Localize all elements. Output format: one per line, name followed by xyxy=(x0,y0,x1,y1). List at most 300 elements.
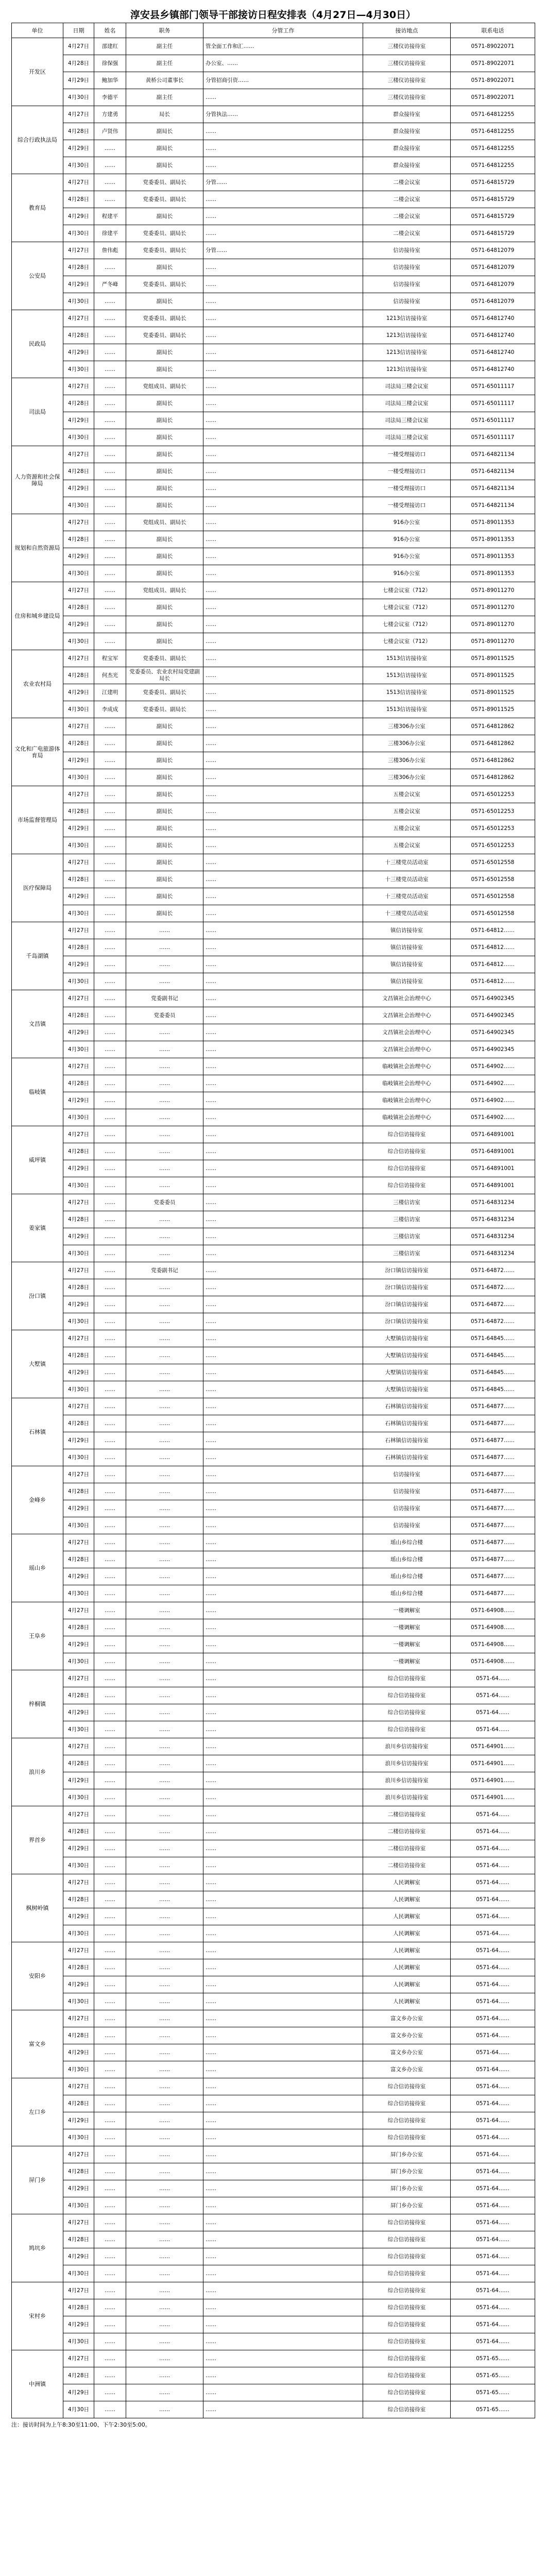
phone-cell: 0571-65…… xyxy=(451,2350,535,2367)
date-cell: 4月27日 xyxy=(63,582,94,599)
table-row xyxy=(12,871,535,888)
table-row xyxy=(12,1568,535,1585)
unit-cell: 文昌镇 xyxy=(12,990,63,1058)
date-cell: 4月27日 xyxy=(63,174,94,191)
table-row xyxy=(12,599,535,616)
location-cell: 七楼会议室（712） xyxy=(363,616,451,633)
position-cell: 副局长 xyxy=(126,140,203,157)
location-cell: 十三楼党员活动室 xyxy=(363,871,451,888)
duty-cell: …… xyxy=(203,1007,363,1024)
name-cell: …… xyxy=(94,1772,126,1789)
phone-cell: 0571-65012253 xyxy=(451,820,535,837)
location-cell: 三楼306办公室 xyxy=(363,735,451,752)
unit-cell: 左口乡 xyxy=(12,2078,63,2146)
location-cell: 瑶山乡综合楼 xyxy=(363,1568,451,1585)
table-row xyxy=(12,582,535,599)
phone-cell: 0571-64902345 xyxy=(451,1041,535,1058)
position-cell: …… xyxy=(126,2129,203,2146)
duty-cell: …… xyxy=(203,2248,363,2265)
table-row xyxy=(12,565,535,582)
duty-cell: …… xyxy=(203,1279,363,1296)
position-cell: …… xyxy=(126,1925,203,1942)
duty-cell: …… xyxy=(203,735,363,752)
duty-cell: …… xyxy=(203,2163,363,2180)
position-cell: 党组成员、副局长 xyxy=(126,378,203,395)
name-cell: …… xyxy=(94,1483,126,1500)
table-row xyxy=(12,123,535,140)
location-cell: 浪川乡信访接待室 xyxy=(363,1738,451,1755)
date-cell: 4月29日 xyxy=(63,1568,94,1585)
table-row xyxy=(12,531,535,548)
unit-cell: 宋村乡 xyxy=(12,2282,63,2350)
phone-cell: 0571-64821134 xyxy=(451,463,535,480)
position-cell: …… xyxy=(126,1449,203,1466)
name-cell: …… xyxy=(94,1636,126,1653)
position-cell: 副主任 xyxy=(126,89,203,106)
location-cell: 三楼306办公室 xyxy=(363,752,451,769)
location-cell: 综合信访接待室 xyxy=(363,1670,451,1687)
table-row xyxy=(12,1823,535,1840)
name-cell: …… xyxy=(94,2350,126,2367)
position-cell: …… xyxy=(126,1653,203,1670)
date-cell: 4月28日 xyxy=(63,599,94,616)
date-cell: 4月28日 xyxy=(63,1279,94,1296)
phone-cell: 0571-64…… xyxy=(451,1721,535,1738)
table-row xyxy=(12,2163,535,2180)
phone-cell: 0571-64815729 xyxy=(451,174,535,191)
phone-cell: 0571-64812…… xyxy=(451,956,535,973)
duty-cell: …… xyxy=(203,2265,363,2282)
position-cell: 党委委员、副局长 xyxy=(126,242,203,259)
table-row xyxy=(12,2248,535,2265)
table-row xyxy=(12,157,535,174)
unit-cell: 安阳乡 xyxy=(12,1942,63,2010)
location-cell: 司法局三楼会议室 xyxy=(363,412,451,429)
duty-cell: …… xyxy=(203,1024,363,1041)
table-row xyxy=(12,2401,535,2418)
schedule-table xyxy=(11,23,535,2418)
duty-cell: …… xyxy=(203,2027,363,2044)
table-row xyxy=(12,1483,535,1500)
phone-cell: 0571-64891001 xyxy=(451,1143,535,1160)
phone-cell: 0571-89011270 xyxy=(451,599,535,616)
header-name: 姓名 xyxy=(94,23,126,38)
unit-cell: 医疗保障局 xyxy=(12,854,63,922)
position-cell: …… xyxy=(126,1517,203,1534)
unit-cell: 开发区 xyxy=(12,38,63,106)
position-cell: …… xyxy=(126,1500,203,1517)
position-cell: …… xyxy=(126,2180,203,2197)
position-cell: …… xyxy=(126,1024,203,1041)
phone-cell: 0571-64877…… xyxy=(451,1534,535,1551)
phone-cell: 0571-64…… xyxy=(451,1925,535,1942)
position-cell: 副局长 xyxy=(126,735,203,752)
phone-cell: 0571-64902345 xyxy=(451,1007,535,1024)
table-row xyxy=(12,327,535,344)
footnote: 注：接访时间为上午8:30至11:00、下午2:30至5:00。 xyxy=(11,2421,151,2428)
table-row xyxy=(12,1789,535,1806)
location-cell: 一楼受理接访口 xyxy=(363,480,451,497)
name-cell: …… xyxy=(94,1670,126,1687)
date-cell: 4月27日 xyxy=(63,446,94,463)
location-cell: 综合信访接待室 xyxy=(363,1704,451,1721)
location-cell: 综合信访接待室 xyxy=(363,1721,451,1738)
position-cell: …… xyxy=(126,1279,203,1296)
phone-cell: 0571-64…… xyxy=(451,2095,535,2112)
name-cell: …… xyxy=(94,2027,126,2044)
position-cell: …… xyxy=(126,1857,203,1874)
table-row xyxy=(12,2282,535,2299)
position-cell: …… xyxy=(126,1908,203,1925)
date-cell: 4月30日 xyxy=(63,497,94,514)
position-cell: …… xyxy=(126,1568,203,1585)
name-cell: …… xyxy=(94,1517,126,1534)
table-row xyxy=(12,769,535,786)
phone-cell: 0571-65…… xyxy=(451,2401,535,2418)
date-cell: 4月28日 xyxy=(63,2299,94,2316)
date-cell: 4月30日 xyxy=(63,837,94,854)
name-cell: 江建明 xyxy=(94,684,126,701)
position-cell: …… xyxy=(126,956,203,973)
name-cell: …… xyxy=(94,1194,126,1211)
position-cell: …… xyxy=(126,1891,203,1908)
name-cell: …… xyxy=(94,2231,126,2248)
location-cell: 1513信访接待室 xyxy=(363,701,451,718)
name-cell: 程建平 xyxy=(94,208,126,225)
location-cell: 三楼306办公室 xyxy=(363,769,451,786)
phone-cell: 0571-64877…… xyxy=(451,1483,535,1500)
duty-cell: 分管…… xyxy=(203,242,363,259)
name-cell: …… xyxy=(94,735,126,752)
phone-cell: 0571-64812740 xyxy=(451,310,535,327)
name-cell: …… xyxy=(94,1789,126,1806)
name-cell: …… xyxy=(94,1228,126,1245)
name-cell: …… xyxy=(94,820,126,837)
position-cell: …… xyxy=(126,1772,203,1789)
header-phone: 联系电话 xyxy=(451,23,535,38)
name-cell: …… xyxy=(94,973,126,990)
table-row xyxy=(12,922,535,939)
location-cell: 综合信访接待室 xyxy=(363,1160,451,1177)
name-cell: …… xyxy=(94,1602,126,1619)
table-row xyxy=(12,2367,535,2384)
table-row xyxy=(12,174,535,191)
name-cell: …… xyxy=(94,956,126,973)
table-row xyxy=(12,378,535,395)
position-cell: …… xyxy=(126,1534,203,1551)
duty-cell: …… xyxy=(203,990,363,1007)
duty-cell: …… xyxy=(203,1976,363,1993)
position-cell: …… xyxy=(126,1109,203,1126)
position-cell: 副局长 xyxy=(126,497,203,514)
location-cell: 石林镇信访接待室 xyxy=(363,1415,451,1432)
date-cell: 4月27日 xyxy=(63,718,94,735)
table-row xyxy=(12,2146,535,2163)
location-cell: 三楼信访室 xyxy=(363,1194,451,1211)
name-cell: …… xyxy=(94,1177,126,1194)
unit-cell: 梓桐镇 xyxy=(12,1670,63,1738)
date-cell: 4月30日 xyxy=(63,973,94,990)
name-cell: …… xyxy=(94,2299,126,2316)
name-cell: …… xyxy=(94,2316,126,2333)
position-cell: …… xyxy=(126,1296,203,1313)
date-cell: 4月27日 xyxy=(63,990,94,1007)
table-row xyxy=(12,1262,535,1279)
unit-cell: 住房和城乡建设局 xyxy=(12,582,63,650)
duty-cell: …… xyxy=(203,429,363,446)
duty-cell: …… xyxy=(203,2146,363,2163)
date-cell: 4月28日 xyxy=(63,1755,94,1772)
position-cell: …… xyxy=(126,1840,203,1857)
name-cell: …… xyxy=(94,1160,126,1177)
duty-cell: …… xyxy=(203,1568,363,1585)
location-cell: 二楼会议室 xyxy=(363,225,451,242)
name-cell: …… xyxy=(94,2384,126,2401)
phone-cell: 0571-64908…… xyxy=(451,1619,535,1636)
phone-cell: 0571-64812255 xyxy=(451,157,535,174)
phone-cell: 0571-64891001 xyxy=(451,1126,535,1143)
table-row xyxy=(12,701,535,718)
name-cell: …… xyxy=(94,2197,126,2214)
location-cell: 三楼仪访接待室 xyxy=(363,38,451,55)
unit-cell: 公安局 xyxy=(12,242,63,310)
name-cell: …… xyxy=(94,871,126,888)
position-cell: …… xyxy=(126,1636,203,1653)
location-cell: 三楼信访室 xyxy=(363,1211,451,1228)
unit-cell: 王阜乡 xyxy=(12,1602,63,1670)
position-cell: 副局长 xyxy=(126,769,203,786)
duty-cell: …… xyxy=(203,1721,363,1738)
phone-cell: 0571-64812079 xyxy=(451,293,535,310)
location-cell: 镇信访接待室 xyxy=(363,922,451,939)
position-cell: 副局长 xyxy=(126,463,203,480)
position-cell: …… xyxy=(126,973,203,990)
duty-cell: …… xyxy=(203,854,363,871)
position-cell: …… xyxy=(126,1398,203,1415)
date-cell: 4月29日 xyxy=(63,2044,94,2061)
phone-cell: 0571-64…… xyxy=(451,2163,535,2180)
location-cell: 综合信访接待室 xyxy=(363,2095,451,2112)
position-cell: 副局长 xyxy=(126,599,203,616)
date-cell: 4月28日 xyxy=(63,1143,94,1160)
position-cell: …… xyxy=(126,1466,203,1483)
date-cell: 4月28日 xyxy=(63,1347,94,1364)
duty-cell: …… xyxy=(203,310,363,327)
phone-cell: 0571-64…… xyxy=(451,2112,535,2129)
position-cell: 党委委员、农业农村局党建副局长 xyxy=(126,667,203,684)
duty-cell: …… xyxy=(203,1075,363,1092)
date-cell: 4月29日 xyxy=(63,480,94,497)
name-cell: …… xyxy=(94,888,126,905)
location-cell: 临岐镇社会治理中心 xyxy=(363,1075,451,1092)
location-cell: 汾口镇信访接待室 xyxy=(363,1262,451,1279)
phone-cell: 0571-89022071 xyxy=(451,89,535,106)
name-cell: …… xyxy=(94,344,126,361)
name-cell: …… xyxy=(94,531,126,548)
table-header-row xyxy=(12,23,535,38)
table-row xyxy=(12,497,535,514)
phone-cell: 0571-64821134 xyxy=(451,497,535,514)
unit-cell: 中洲镇 xyxy=(12,2350,63,2418)
phone-cell: 0571-64812740 xyxy=(451,361,535,378)
position-cell: …… xyxy=(126,1041,203,1058)
duty-cell: …… xyxy=(203,2384,363,2401)
table-row xyxy=(12,2299,535,2316)
date-cell: 4月27日 xyxy=(63,2146,94,2163)
name-cell: 徐保强 xyxy=(94,55,126,72)
date-cell: 4月30日 xyxy=(63,1585,94,1602)
name-cell: 方建勇 xyxy=(94,106,126,123)
position-cell: …… xyxy=(126,1092,203,1109)
date-cell: 4月28日 xyxy=(63,191,94,208)
duty-cell: …… xyxy=(203,667,363,684)
table-row xyxy=(12,1619,535,1636)
location-cell: 三楼仪访接待室 xyxy=(363,72,451,89)
phone-cell: 0571-89011353 xyxy=(451,565,535,582)
name-cell: …… xyxy=(94,1687,126,1704)
name-cell: …… xyxy=(94,1381,126,1398)
table-row xyxy=(12,1653,535,1670)
duty-cell: 管全面工作和汇…… xyxy=(203,38,363,55)
name-cell: …… xyxy=(94,752,126,769)
date-cell: 4月30日 xyxy=(63,89,94,106)
location-cell: 二楼信访接待室 xyxy=(363,1840,451,1857)
duty-cell: …… xyxy=(203,905,363,922)
duty-cell: …… xyxy=(203,1041,363,1058)
name-cell: …… xyxy=(94,378,126,395)
date-cell: 4月29日 xyxy=(63,1772,94,1789)
phone-cell: 0571-89011270 xyxy=(451,582,535,599)
date-cell: 4月30日 xyxy=(63,2401,94,2418)
table-row xyxy=(12,803,535,820)
duty-cell: …… xyxy=(203,344,363,361)
duty-cell: …… xyxy=(203,2180,363,2197)
location-cell: 916办公室 xyxy=(363,548,451,565)
duty-cell: …… xyxy=(203,786,363,803)
position-cell: 党委委员、副局长 xyxy=(126,650,203,667)
duty-cell: 分管执法…… xyxy=(203,106,363,123)
position-cell: 副局长 xyxy=(126,395,203,412)
date-cell: 4月28日 xyxy=(63,1483,94,1500)
phone-cell: 0571-64902…… xyxy=(451,1109,535,1126)
name-cell: …… xyxy=(94,259,126,276)
position-cell: …… xyxy=(126,1721,203,1738)
date-cell: 4月30日 xyxy=(63,1653,94,1670)
position-cell: 黄桥公司董事长 xyxy=(126,72,203,89)
phone-cell: 0571-64902…… xyxy=(451,1075,535,1092)
location-cell: 1213信访接待室 xyxy=(363,327,451,344)
location-cell: 综合信访接待室 xyxy=(363,2316,451,2333)
position-cell: …… xyxy=(126,1976,203,1993)
date-cell: 4月27日 xyxy=(63,1738,94,1755)
duty-cell: …… xyxy=(203,871,363,888)
date-cell: 4月29日 xyxy=(63,616,94,633)
position-cell: 局长 xyxy=(126,106,203,123)
phone-cell: 0571-64812862 xyxy=(451,752,535,769)
name-cell: 徐建平 xyxy=(94,225,126,242)
date-cell: 4月29日 xyxy=(63,1908,94,1925)
name-cell: …… xyxy=(94,1415,126,1432)
date-cell: 4月28日 xyxy=(63,1959,94,1976)
phone-cell: 0571-65011117 xyxy=(451,378,535,395)
table-row xyxy=(12,1347,535,1364)
location-cell: 人民调解室 xyxy=(363,1908,451,1925)
name-cell: …… xyxy=(94,446,126,463)
location-cell: 汾口镇信访接待室 xyxy=(363,1279,451,1296)
phone-cell: 0571-64…… xyxy=(451,1687,535,1704)
table-row xyxy=(12,1024,535,1041)
location-cell: 浪川乡信访接待室 xyxy=(363,1772,451,1789)
date-cell: 4月29日 xyxy=(63,956,94,973)
phone-cell: 0571-65…… xyxy=(451,2367,535,2384)
phone-cell: 0571-64908…… xyxy=(451,1636,535,1653)
table-row xyxy=(12,412,535,429)
duty-cell: …… xyxy=(203,1126,363,1143)
date-cell: 4月30日 xyxy=(63,1313,94,1330)
table-row xyxy=(12,616,535,633)
date-cell: 4月30日 xyxy=(63,769,94,786)
position-cell: …… xyxy=(126,1432,203,1449)
date-cell: 4月29日 xyxy=(63,72,94,89)
page-title: 淳安县乡镇部门领导干部接访日程安排表（4月27日—4月30日） xyxy=(130,9,416,21)
duty-cell: …… xyxy=(203,2214,363,2231)
position-cell: …… xyxy=(126,1789,203,1806)
location-cell: 石林镇信访接待室 xyxy=(363,1449,451,1466)
date-cell: 4月28日 xyxy=(63,55,94,72)
name-cell: …… xyxy=(94,2248,126,2265)
date-cell: 4月27日 xyxy=(63,854,94,871)
duty-cell: …… xyxy=(203,1347,363,1364)
location-cell: 综合信访接待室 xyxy=(363,1687,451,1704)
duty-cell: …… xyxy=(203,1670,363,1687)
table-row xyxy=(12,1194,535,1211)
name-cell: …… xyxy=(94,837,126,854)
name-cell: …… xyxy=(94,1653,126,1670)
location-cell: 综合信访接待室 xyxy=(363,2265,451,2282)
date-cell: 4月30日 xyxy=(63,429,94,446)
header-position: 职务 xyxy=(126,23,203,38)
duty-cell: …… xyxy=(203,463,363,480)
table-row xyxy=(12,1296,535,1313)
date-cell: 4月29日 xyxy=(63,2180,94,2197)
position-cell: …… xyxy=(126,2333,203,2350)
table-row xyxy=(12,1670,535,1687)
name-cell: …… xyxy=(94,1942,126,1959)
location-cell: 信访接待室 xyxy=(363,1483,451,1500)
name-cell: …… xyxy=(94,2112,126,2129)
location-cell: 916办公室 xyxy=(363,531,451,548)
phone-cell: 0571-64…… xyxy=(451,1976,535,1993)
position-cell: …… xyxy=(126,1874,203,1891)
name-cell: …… xyxy=(94,1092,126,1109)
duty-cell: …… xyxy=(203,1534,363,1551)
position-cell: …… xyxy=(126,2316,203,2333)
name-cell: …… xyxy=(94,2010,126,2027)
date-cell: 4月29日 xyxy=(63,1024,94,1041)
table-row xyxy=(12,2350,535,2367)
position-cell: 党组成员、副局长 xyxy=(126,582,203,599)
position-cell: …… xyxy=(126,922,203,939)
name-cell: …… xyxy=(94,293,126,310)
phone-cell: 0571-64901…… xyxy=(451,1772,535,1789)
table-row xyxy=(12,1772,535,1789)
table-row xyxy=(12,1891,535,1908)
duty-cell: …… xyxy=(203,1449,363,1466)
duty-cell: …… xyxy=(203,1959,363,1976)
date-cell: 4月29日 xyxy=(63,1704,94,1721)
phone-cell: 0571-64812740 xyxy=(451,327,535,344)
position-cell: …… xyxy=(126,1313,203,1330)
